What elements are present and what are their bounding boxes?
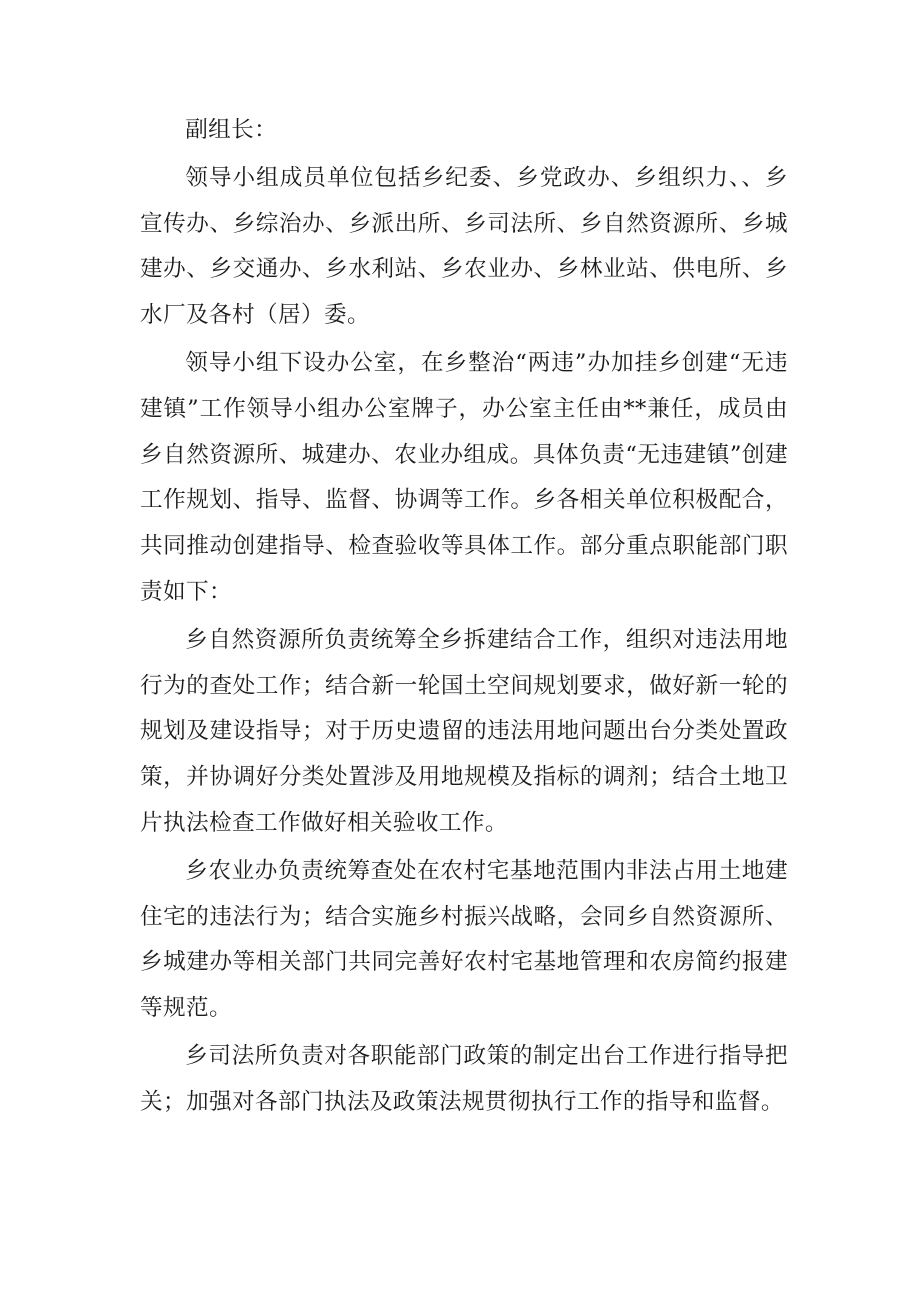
paragraph-deputy-leader: 副组长： <box>185 117 278 143</box>
paragraph-natural-resources-duties: 乡自然资源所负责统筹全乡拆建结合工作，组织对违法用地行为的查处工作；结合新一轮国土空间规划要求，做好新一轮的规划及建设指导；对于历史遗留的违法用地问题出台分类处置政策，并协调好分类处置涉及用地规模及指标的调剂；结合土地卫片执法检查工作做好相关验收工作。 <box>140 626 788 836</box>
paragraph-office-setup: 领导小组下设办公室，在乡整治“两违”办加挂乡创建“无违建镇”工作领导小组办公室牌子，办公室主任由**兼任，成员由乡自然资源所、城建办、农业办组成。具体负责“无违建镇”创建工作规划、指导、监督、协调等工作。乡各相关单位积极配合，共同推动创建指导、检查验收等具体工作。部分重点职能部门职责如下： <box>140 349 788 605</box>
paragraph-judicial-office-duties: 乡司法所负责对各职能部门政策的制定出台工作进行指导把关；加强对各部门执法及政策法规贯彻执行工作的指导和监督。 <box>140 1042 788 1115</box>
document-page <box>140 108 788 1128</box>
paragraph-member-units: 领导小组成员单位包括乡纪委、乡党政办、乡组织力、、乡宣传办、乡综治办、乡派出所、乡司法所、乡自然资源所、乡城建办、乡交通办、乡水利站、乡农业办、乡林业站、供电所、乡水厂及各村（居）委。 <box>140 164 788 329</box>
paragraph-agriculture-office-duties: 乡农业办负责统筹查处在农村宅基地范围内非法占用土地建住宅的违法行为；结合实施乡村振兴战略，会同乡自然资源所、乡城建办等相关部门共同完善好农村宅基地管理和农房简约报建等规范。 <box>140 857 788 1022</box>
